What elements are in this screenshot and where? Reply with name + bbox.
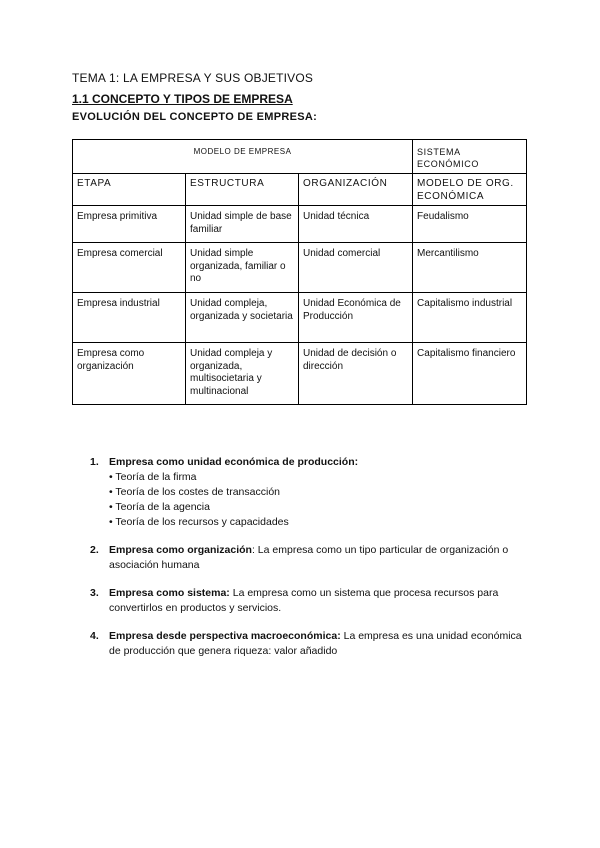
table-cell: Capitalismo financiero: [413, 343, 527, 405]
list-item: [90, 455, 530, 530]
table-cell: Empresa como organización: [73, 343, 186, 405]
table-cell: Empresa primitiva: [73, 206, 186, 243]
column-header-etapa: ETAPA: [73, 174, 186, 206]
list-number: 2.: [90, 544, 99, 556]
list-item: [90, 629, 530, 659]
table-cell: Unidad Económica de Producción: [299, 293, 413, 343]
subsection-title: EVOLUCIÓN DEL CONCEPTO DE EMPRESA:: [72, 111, 318, 123]
table-row: [73, 243, 527, 293]
table-row: [73, 293, 527, 343]
list-item: [90, 586, 530, 616]
evolution-table: [72, 139, 527, 405]
bullet-item: • Teoría de los recursos y capacidades: [109, 516, 289, 528]
table-top-row: [73, 140, 527, 174]
list-number: 1.: [90, 456, 99, 468]
list-item-body: [109, 543, 530, 573]
column-header-estructura: ESTRUCTURA: [186, 174, 299, 206]
list-number: 4.: [90, 630, 99, 642]
bullet-item: • Teoría de la agencia: [109, 501, 210, 513]
list-item-body: [109, 455, 530, 530]
bullet-item: • Teoría de la firma: [109, 471, 197, 483]
section-title: 1.1 CONCEPTO Y TIPOS DE EMPRESA: [72, 92, 293, 106]
numbered-list: [90, 455, 530, 672]
table-cell: Unidad compleja y organizada, multisocietaria y multinacional: [186, 343, 299, 405]
table-cell: Unidad simple de base familiar: [186, 206, 299, 243]
list-item-body: [109, 586, 530, 616]
list-item-title: Empresa como organización: [109, 544, 252, 556]
table-cell: Empresa industrial: [73, 293, 186, 343]
list-item-title: Empresa como unidad económica de producción:: [109, 456, 359, 468]
bullet-item: • Teoría de los costes de transacción: [109, 486, 280, 498]
table-cell: Unidad simple organizada, familiar o no: [186, 243, 299, 293]
table-cell: Feudalismo: [413, 206, 527, 243]
table-cell: Unidad de decisión o dirección: [299, 343, 413, 405]
column-header-organizacion: ORGANIZACIÓN: [299, 174, 413, 206]
table-cell: Unidad técnica: [299, 206, 413, 243]
topic-heading: TEMA 1: LA EMPRESA Y SUS OBJETIVOS: [72, 71, 314, 85]
table-cell: Empresa comercial: [73, 243, 186, 293]
table-cell: Unidad compleja, organizada y societaria: [186, 293, 299, 343]
table-row: [73, 343, 527, 405]
list-item-title: Empresa como sistema:: [109, 587, 230, 599]
table-header-row: [73, 174, 527, 206]
sistema-economico-cell: SISTEMA ECONÓMICO: [413, 140, 527, 174]
table-row: [73, 206, 527, 243]
list-number: 3.: [90, 587, 99, 599]
modelo-empresa-cell: MODELO DE EMPRESA: [73, 140, 413, 174]
column-header-modelo-org: MODELO DE ORG. ECONÓMICA: [413, 174, 527, 206]
table-cell: Capitalismo industrial: [413, 293, 527, 343]
list-item-body: [109, 629, 530, 659]
table-cell: Unidad comercial: [299, 243, 413, 293]
bullet-list: [109, 470, 530, 530]
list-item: [90, 543, 530, 573]
list-item-text: La empresa es una unidad económica de producción que genera riqueza: valor añadido: [109, 630, 522, 657]
list-item-text: La empresa como un sistema que procesa recursos para convertirlos en productos y servicios.: [109, 587, 499, 614]
table-cell: Mercantilismo: [413, 243, 527, 293]
list-item-title: Empresa desde perspectiva macroeconómica:: [109, 630, 341, 642]
list-item-text: : La empresa como un tipo particular de organización o asociación humana: [109, 544, 509, 571]
